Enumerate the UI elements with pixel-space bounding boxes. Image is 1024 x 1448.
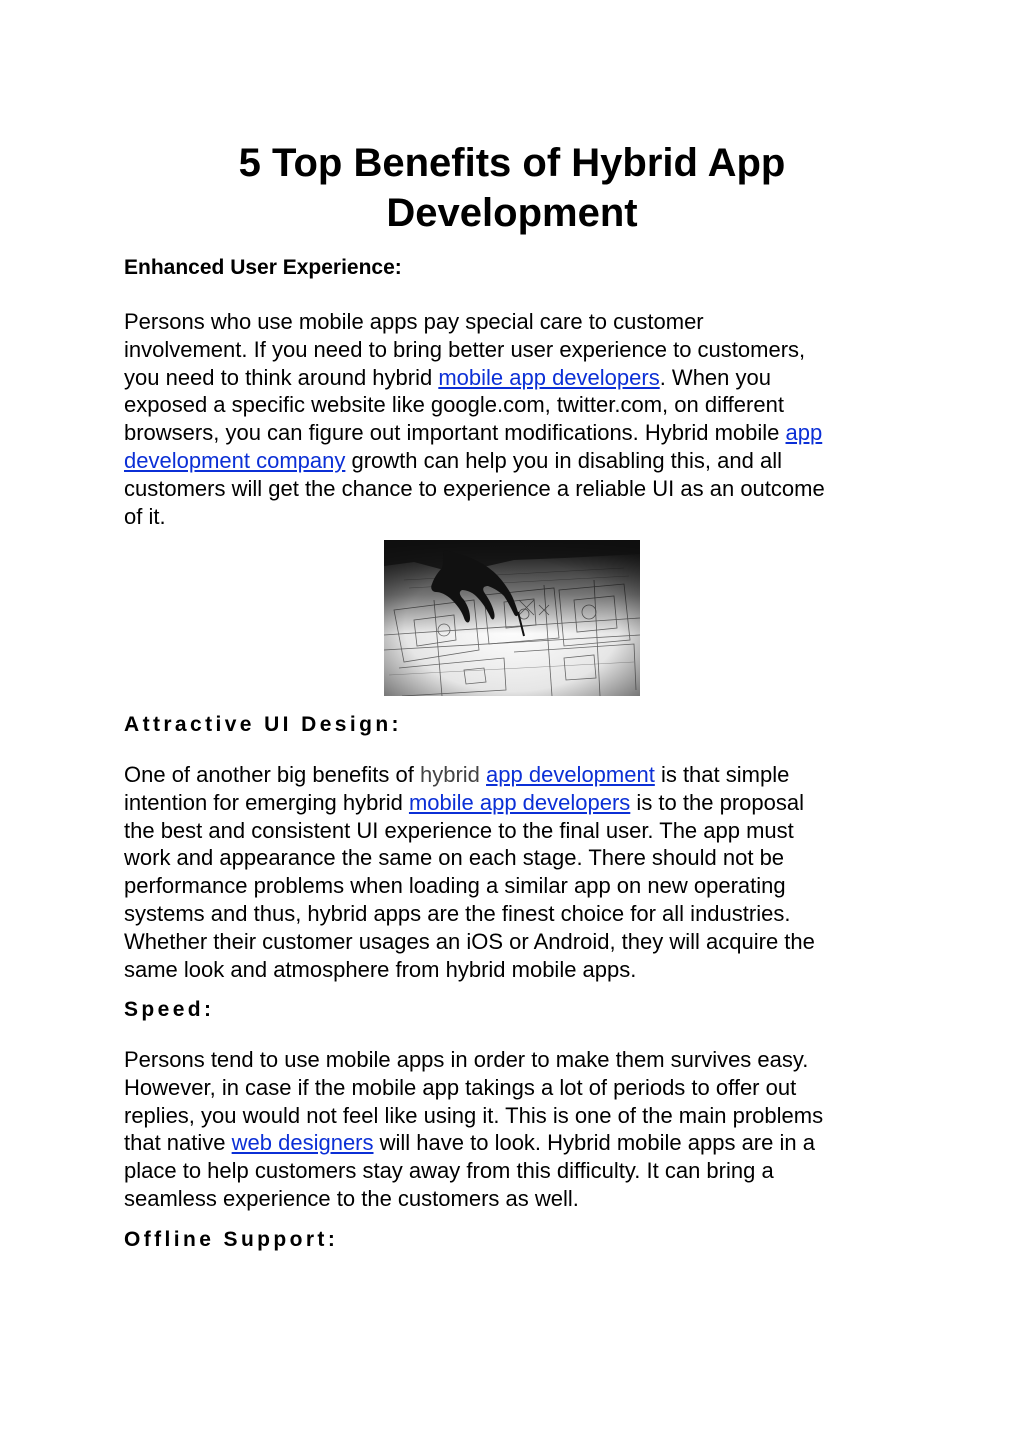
page-title: [124, 138, 900, 238]
text-line: exposed a specific website like google.com, twitter.com, on different: [124, 392, 784, 418]
text-run: that native: [124, 1130, 232, 1156]
link-mobile-app-developers-2[interactable]: mobile app developers: [408, 789, 631, 815]
text-line: [124, 419, 904, 447]
title-line-1: 5 Top Benefits of Hybrid App: [238, 141, 786, 185]
text-line: same look and atmosphere from hybrid mobile apps.: [124, 956, 637, 982]
link-app-development-company[interactable]: app: [785, 420, 823, 446]
paragraph-enhanced-user-experience: [124, 308, 904, 530]
text-line: the best and consistent UI experience to the final user. The app must: [124, 817, 794, 843]
text-line: place to help customers stay away from this difficulty. It can bring a: [124, 1158, 774, 1184]
text-run: growth can help you in disabling this, and all: [345, 447, 782, 473]
text-line: customers will get the chance to experience a reliable UI as an outcome: [124, 475, 825, 501]
text-run: One of another big benefits of: [124, 762, 420, 787]
title-line-2: Development: [386, 191, 638, 235]
text-line: involvement. If you need to bring better user experience to customers,: [124, 336, 806, 362]
section-heading-enhanced-user-experience: Enhanced User Experience:: [124, 256, 402, 279]
section-heading-offline-support: Offline Support:: [124, 1228, 339, 1251]
section-heading-attractive-ui-design: Attractive UI Design:: [124, 713, 402, 736]
link-mobile-app-developers[interactable]: mobile app developers: [438, 364, 660, 390]
text-run-gray: hybrid: [419, 762, 480, 787]
section-heading-speed: Speed:: [124, 998, 215, 1021]
text-line: [124, 447, 904, 475]
text-line: [124, 364, 904, 392]
paragraph-speed: [124, 1046, 904, 1213]
text-line: However, in case if the mobile app takings a lot of periods to offer out: [124, 1074, 797, 1100]
text-run: . When you: [659, 364, 771, 390]
text-run: is that simple: [654, 762, 790, 787]
link-app-development-company-cont[interactable]: development company: [124, 447, 346, 473]
text-line: systems and thus, hybrid apps are the finest choice for all industries.: [124, 900, 791, 926]
text-line: [124, 789, 904, 817]
link-app-development[interactable]: app development: [486, 762, 655, 787]
text-run: intention for emerging hybrid: [124, 789, 409, 815]
text-run: browsers, you can figure out important modifications. Hybrid mobile: [124, 420, 786, 446]
text-line: replies, you would not feel like using it. This is one of the main problems: [124, 1102, 824, 1128]
link-web-designers[interactable]: web designers: [231, 1130, 374, 1156]
text-line: of it.: [124, 503, 166, 529]
text-run: will have to look. Hybrid mobile apps are in a: [373, 1130, 815, 1156]
paragraph-attractive-ui-design: [124, 761, 904, 983]
text-run: is to the proposal: [630, 789, 804, 815]
text-line: seamless experience to the customers as well.: [124, 1185, 579, 1211]
text-run: you need to think around hybrid: [124, 364, 439, 390]
blueprint-hand-image: [384, 540, 640, 696]
text-line: Persons who use mobile apps pay special care to customer: [124, 309, 704, 334]
text-line: [124, 761, 904, 789]
text-line: [124, 1129, 904, 1157]
text-line: Persons tend to use mobile apps in order to make them survives easy.: [124, 1047, 809, 1072]
text-line: performance problems when loading a similar app on new operating: [124, 873, 786, 899]
text-line: Whether their customer usages an iOS or Android, they will acquire the: [124, 928, 815, 954]
text-line: work and appearance the same on each stage. There should not be: [124, 845, 785, 871]
